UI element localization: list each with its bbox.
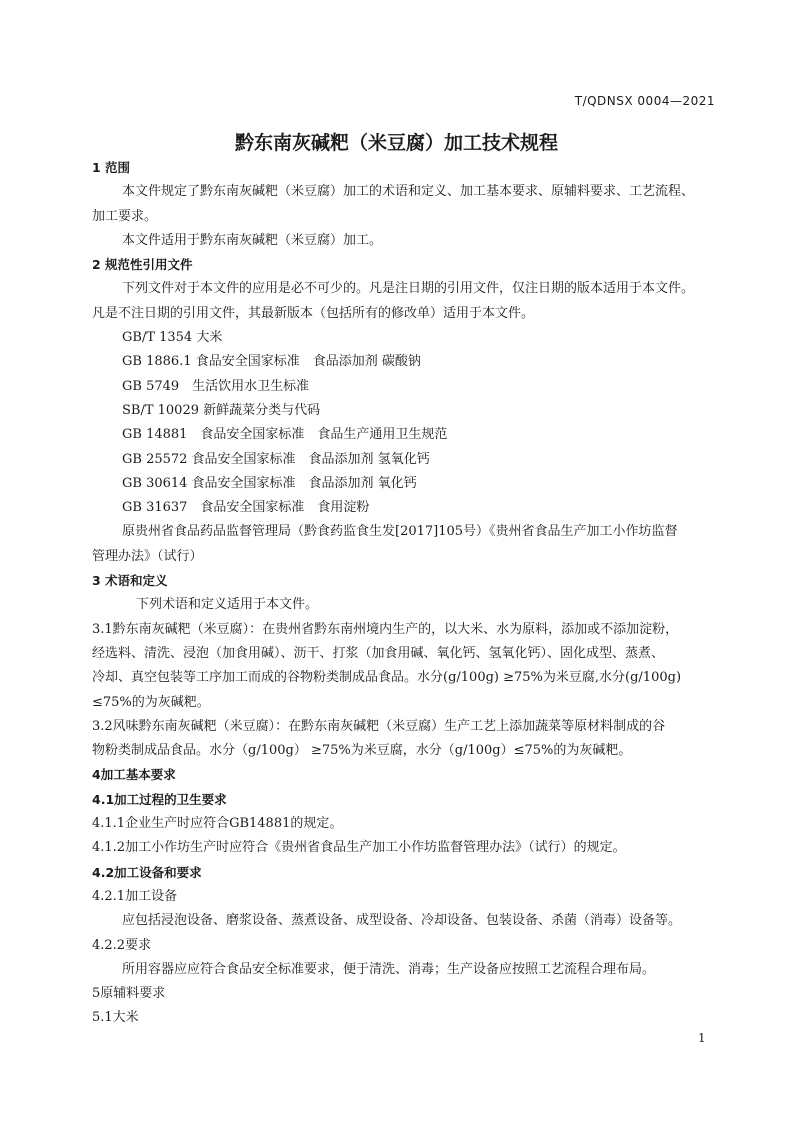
text-line: 3.2风味黔东南灰碱粑（米豆腐）：在黔东南灰碱粑（米豆腐）生产工艺上添加蔬菜等原材料制成的谷	[92, 718, 666, 734]
text-line: GB 31637 食品安全国家标准 食用淀粉	[122, 500, 370, 516]
text-line: 物粉类制成品食品。水分（g/100g） ≥75%为米豆腐，水分（g/100g）≤75%的为灰碱粑。	[92, 743, 632, 759]
text-line: 经选料、清洗、浸泡（加食用碱）、沥干、打浆（加食用碱、氧化钙、氢氧化钙）、固化成型、蒸煮、	[92, 645, 665, 661]
text-line: 冷却、真空包装等工序加工而成的谷物粉类制成品食品。水分(g/100g) ≥75%为米豆腐,水分(g/100g)	[92, 670, 682, 686]
text-line: 4.2.1加工设备	[92, 888, 178, 904]
section-heading: 3 术语和定义	[92, 573, 168, 589]
text-line: GB 5749 生活饮用水卫生标准	[122, 378, 310, 394]
text-line: 本文件适用于黔东南灰碱粑（米豆腐）加工。	[122, 232, 383, 248]
section-heading: 1 范围	[92, 160, 131, 175]
text-line: 4.1.1企业生产时应符合GB14881的规定。	[92, 816, 343, 832]
text-line: 本文件规定了黔东南灰碱粑（米豆腐）加工的术语和定义、加工基本要求、原辅料要求、工艺流程、	[122, 184, 695, 200]
document-title: 黔东南灰碱粑（米豆腐）加工技术规程	[234, 132, 558, 154]
text-line: 管理办法》（试行）	[92, 548, 203, 564]
text-line: 下列术语和定义适用于本文件。	[136, 597, 319, 613]
text-line: 5原辅料要求	[92, 986, 166, 1002]
section-heading: 4加工基本要求	[92, 767, 176, 783]
text-line: 3.1黔东南灰碱粑（米豆腐）：在贵州省黔东南州境内生产的，以大米、水为原料，添加或不添加淀粉，	[92, 621, 679, 637]
document-body	[92, 156, 722, 1031]
text-line: 凡是不注日期的引用文件，其最新版本（包括所有的修改单）适用于本文件。	[92, 305, 535, 321]
text-line: 下列文件对于本文件的应用是必不可少的。凡是注日期的引用文件，仅注日期的版本适用于本文件。	[122, 281, 695, 297]
page-number: 1	[698, 1031, 706, 1045]
text-line: 加工要求。	[92, 208, 158, 224]
section-heading: 2 规范性引用文件	[92, 257, 193, 273]
text-line: ≤75%的为灰碱粑。	[92, 694, 210, 710]
text-line: GB 30614 食品安全国家标准 食品添加剂 氧化钙	[122, 475, 417, 491]
section-heading: 4.2加工设备和要求	[92, 864, 202, 880]
section-heading: 4.1加工过程的卫生要求	[92, 791, 227, 807]
text-line: 应包括浸泡设备、磨浆设备、蒸煮设备、成型设备、冷却设备、包装设备、杀菌（消毒）设备等。	[122, 913, 682, 929]
text-line: 4.1.2加工小作坊生产时应符合《贵州省食品生产加工小作坊监督管理办法》（试行）的规定。	[92, 840, 626, 856]
document-code: T/QDNSX 0004—2021	[574, 94, 715, 108]
text-line: GB 14881 食品安全国家标准 食品生产通用卫生规范	[122, 427, 448, 443]
text-line: 所用容器应应符合食品安全标准要求，便于清洗、消毒；生产设备应按照工艺流程合理布局。	[122, 961, 656, 977]
text-line: 5.1大米	[92, 1010, 139, 1026]
text-line: GB 1886.1 食品安全国家标准 食品添加剂 碳酸钠	[122, 354, 421, 370]
text-line: 4.2.2要求	[92, 937, 152, 953]
text-line: GB/T 1354 大米	[122, 330, 223, 346]
text-line: 原贵州省食品药品监督管理局（黔食药监食生发[2017]105号）《贵州省食品生产加工小作坊监督	[122, 524, 678, 540]
text-line: SB/T 10029 新鲜蔬菜分类与代码	[122, 402, 321, 418]
text-line: GB 25572 食品安全国家标准 食品添加剂 氢氧化钙	[122, 451, 430, 467]
